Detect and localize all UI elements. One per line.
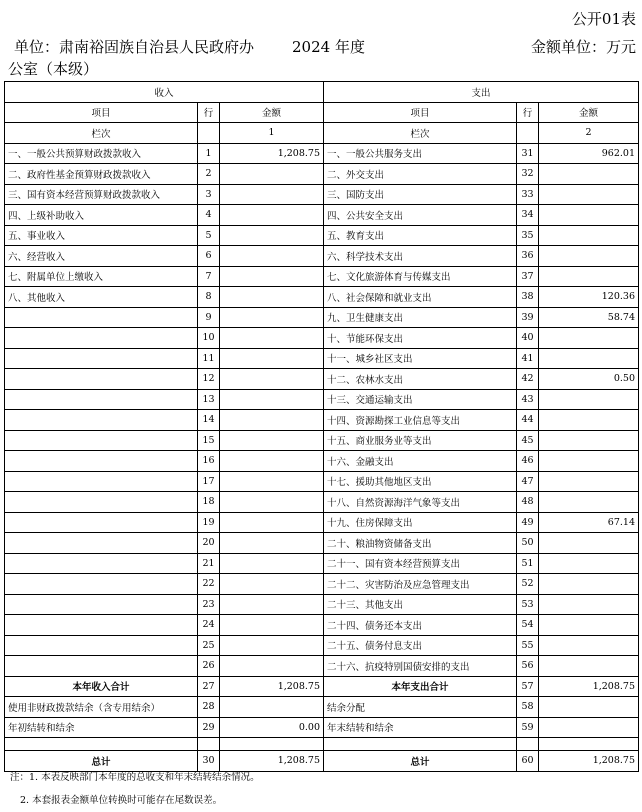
expense-item-cell: 一、一般公共服务支出 bbox=[324, 143, 517, 164]
expense-item-header: 项目 bbox=[324, 102, 517, 123]
expense-row-number: 47 bbox=[517, 471, 539, 492]
income-item-cell bbox=[5, 492, 198, 513]
income-item-cell bbox=[5, 533, 198, 554]
expense-item-cell: 九、卫生健康支出 bbox=[324, 307, 517, 328]
expense-item-cell: 二十四、债务还本支出 bbox=[324, 615, 517, 636]
expense-item-cell: 十三、交通运输支出 bbox=[324, 389, 517, 410]
expense-row-number: 45 bbox=[517, 430, 539, 451]
expense-row-number: 57 bbox=[517, 676, 539, 697]
income-item-cell bbox=[5, 430, 198, 451]
income-amount-cell bbox=[220, 328, 324, 349]
income-amount-header: 金额 bbox=[220, 102, 324, 123]
expense-row-header: 行 bbox=[517, 102, 539, 123]
income-row-number: 26 bbox=[198, 656, 220, 677]
expense-row-number: 40 bbox=[517, 328, 539, 349]
expense-item-cell: 年末结转和结余 bbox=[324, 717, 517, 738]
income-item-cell bbox=[5, 410, 198, 431]
spacer-cell bbox=[5, 738, 198, 751]
income-amount-cell bbox=[220, 246, 324, 267]
fiscal-year: 2024 年度 bbox=[292, 38, 365, 56]
expense-item-cell: 十四、资源勘探工业信息等支出 bbox=[324, 410, 517, 431]
unit-name-line1: 单位：肃南裕固族自治县人民政府办 bbox=[14, 38, 255, 56]
income-amount-cell bbox=[220, 307, 324, 328]
spacer-cell bbox=[324, 738, 517, 751]
income-row-number: 27 bbox=[198, 676, 220, 697]
income-amount-cell: 1,208.75 bbox=[220, 676, 324, 697]
income-amount-cell bbox=[220, 656, 324, 677]
expense-item-cell: 二十五、债务付息支出 bbox=[324, 635, 517, 656]
expense-item-cell: 十二、农林水支出 bbox=[324, 369, 517, 390]
expense-row-number: 58 bbox=[517, 697, 539, 718]
footnote-1: 注：1. 本表反映部门本年度的总收支和年末结转结余情况。 bbox=[10, 772, 260, 783]
expense-row-number: 44 bbox=[517, 410, 539, 431]
table-row bbox=[5, 184, 639, 205]
income-row-number: 29 bbox=[198, 717, 220, 738]
income-item-cell: 七、附属单位上缴收入 bbox=[5, 266, 198, 287]
spacer-cell bbox=[517, 738, 539, 751]
income-column-number: 1 bbox=[220, 123, 324, 144]
column-header-row bbox=[5, 102, 639, 123]
income-item-cell: 三、国有资本经营预算财政拨款收入 bbox=[5, 184, 198, 205]
expense-row-number: 50 bbox=[517, 533, 539, 554]
table-row bbox=[5, 205, 639, 226]
income-row-number: 14 bbox=[198, 410, 220, 431]
table-row bbox=[5, 492, 639, 513]
income-row-number: 15 bbox=[198, 430, 220, 451]
expense-amount-cell: 58.74 bbox=[539, 307, 639, 328]
table-row bbox=[5, 574, 639, 595]
balance-row bbox=[5, 717, 639, 738]
table-row bbox=[5, 307, 639, 328]
expense-item-cell: 四、公共安全支出 bbox=[324, 205, 517, 226]
income-amount-cell bbox=[220, 266, 324, 287]
income-row-number: 12 bbox=[198, 369, 220, 390]
expense-amount-cell bbox=[539, 430, 639, 451]
expense-row-number: 59 bbox=[517, 717, 539, 738]
expense-row-number: 35 bbox=[517, 225, 539, 246]
expense-row-number: 51 bbox=[517, 553, 539, 574]
income-item-cell: 六、经营收入 bbox=[5, 246, 198, 267]
income-row-number: 17 bbox=[198, 471, 220, 492]
spacer-cell bbox=[220, 738, 324, 751]
expense-row-number: 31 bbox=[517, 143, 539, 164]
income-item-cell: 本年收入合计 bbox=[5, 676, 198, 697]
table-row bbox=[5, 287, 639, 308]
income-row-number: 23 bbox=[198, 594, 220, 615]
income-label-blank bbox=[198, 123, 220, 144]
income-row-number: 7 bbox=[198, 266, 220, 287]
income-item-cell: 五、事业收入 bbox=[5, 225, 198, 246]
income-amount-cell: 1,208.75 bbox=[220, 143, 324, 164]
income-amount-cell bbox=[220, 410, 324, 431]
expense-amount-cell bbox=[539, 717, 639, 738]
expense-item-cell: 十、节能环保支出 bbox=[324, 328, 517, 349]
income-amount-cell bbox=[220, 492, 324, 513]
income-row-number: 11 bbox=[198, 348, 220, 369]
expense-item-cell: 二十、粮油物资储备支出 bbox=[324, 533, 517, 554]
table-row bbox=[5, 225, 639, 246]
income-row-number: 24 bbox=[198, 615, 220, 636]
expense-amount-cell bbox=[539, 553, 639, 574]
income-row-number: 25 bbox=[198, 635, 220, 656]
income-expense-table bbox=[4, 81, 639, 772]
spacer-cell bbox=[539, 738, 639, 751]
table-row bbox=[5, 594, 639, 615]
table-row bbox=[5, 451, 639, 472]
expense-row-number: 54 bbox=[517, 615, 539, 636]
expense-row-number: 49 bbox=[517, 512, 539, 533]
expense-row-number: 36 bbox=[517, 246, 539, 267]
unit-name bbox=[8, 36, 255, 80]
expense-amount-cell bbox=[539, 410, 639, 431]
expense-amount-cell: 1,208.75 bbox=[539, 676, 639, 697]
income-label-cell: 栏次 bbox=[5, 123, 198, 144]
balance-row bbox=[5, 697, 639, 718]
unit-name-line2: 公室（本级） bbox=[8, 60, 99, 78]
income-row-number: 4 bbox=[198, 205, 220, 226]
expense-amount-cell bbox=[539, 492, 639, 513]
expense-item-cell: 本年支出合计 bbox=[324, 676, 517, 697]
expense-label-cell: 栏次 bbox=[324, 123, 517, 144]
income-amount-cell: 1,208.75 bbox=[220, 751, 324, 772]
expense-item-cell: 八、社会保障和就业支出 bbox=[324, 287, 517, 308]
table-row bbox=[5, 410, 639, 431]
expense-item-cell: 五、教育支出 bbox=[324, 225, 517, 246]
spacer-cell bbox=[198, 738, 220, 751]
expense-amount-cell bbox=[539, 246, 639, 267]
expense-item-cell: 七、文化旅游体育与传媒支出 bbox=[324, 266, 517, 287]
expense-amount-cell bbox=[539, 184, 639, 205]
income-item-cell bbox=[5, 553, 198, 574]
expense-amount-cell: 1,208.75 bbox=[539, 751, 639, 772]
table-row bbox=[5, 512, 639, 533]
table-row bbox=[5, 430, 639, 451]
table-row bbox=[5, 389, 639, 410]
income-amount-cell bbox=[220, 287, 324, 308]
expense-item-cell: 十六、金融支出 bbox=[324, 451, 517, 472]
income-item-cell: 年初结转和结余 bbox=[5, 717, 198, 738]
income-amount-cell bbox=[220, 594, 324, 615]
income-amount-cell bbox=[220, 635, 324, 656]
income-row-number: 30 bbox=[198, 751, 220, 772]
income-amount-cell bbox=[220, 451, 324, 472]
table-body bbox=[5, 143, 639, 771]
table-row bbox=[5, 348, 639, 369]
income-item-cell: 二、政府性基金预算财政拨款收入 bbox=[5, 164, 198, 185]
expense-item-cell: 六、科学技术支出 bbox=[324, 246, 517, 267]
year-total-row bbox=[5, 676, 639, 697]
expense-amount-cell bbox=[539, 471, 639, 492]
expense-item-cell: 二十六、抗疫特别国债安排的支出 bbox=[324, 656, 517, 677]
table-row bbox=[5, 656, 639, 677]
expense-row-number: 60 bbox=[517, 751, 539, 772]
income-row-number: 10 bbox=[198, 328, 220, 349]
income-amount-cell bbox=[220, 389, 324, 410]
income-item-header: 项目 bbox=[5, 102, 198, 123]
expense-item-cell: 十一、城乡社区支出 bbox=[324, 348, 517, 369]
expense-row-number: 37 bbox=[517, 266, 539, 287]
expense-item-cell: 十五、商业服务业等支出 bbox=[324, 430, 517, 451]
income-item-cell: 八、其他收入 bbox=[5, 287, 198, 308]
expense-label-blank bbox=[517, 123, 539, 144]
expense-row-number: 46 bbox=[517, 451, 539, 472]
expense-amount-cell bbox=[539, 266, 639, 287]
expense-row-number: 43 bbox=[517, 389, 539, 410]
income-item-cell bbox=[5, 594, 198, 615]
income-row-number: 13 bbox=[198, 389, 220, 410]
table-row bbox=[5, 328, 639, 349]
income-item-cell bbox=[5, 656, 198, 677]
income-item-cell bbox=[5, 369, 198, 390]
expense-item-cell: 二十二、灾害防治及应急管理支出 bbox=[324, 574, 517, 595]
income-amount-cell bbox=[220, 512, 324, 533]
income-amount-cell bbox=[220, 205, 324, 226]
table-row bbox=[5, 471, 639, 492]
income-row-header: 行 bbox=[198, 102, 220, 123]
income-item-cell bbox=[5, 451, 198, 472]
expense-item-cell: 十九、住房保障支出 bbox=[324, 512, 517, 533]
income-item-cell bbox=[5, 471, 198, 492]
expense-row-number: 56 bbox=[517, 656, 539, 677]
income-amount-cell bbox=[220, 348, 324, 369]
expense-row-number: 41 bbox=[517, 348, 539, 369]
table-row bbox=[5, 553, 639, 574]
income-amount-cell bbox=[220, 615, 324, 636]
income-amount-cell bbox=[220, 225, 324, 246]
expense-item-cell: 结余分配 bbox=[324, 697, 517, 718]
income-item-cell bbox=[5, 348, 198, 369]
income-item-cell bbox=[5, 635, 198, 656]
expense-amount-cell bbox=[539, 164, 639, 185]
expense-row-number: 55 bbox=[517, 635, 539, 656]
expense-amount-cell bbox=[539, 348, 639, 369]
expense-row-number: 38 bbox=[517, 287, 539, 308]
expense-amount-cell bbox=[539, 656, 639, 677]
table-row bbox=[5, 635, 639, 656]
income-item-cell: 一、一般公共预算财政拨款收入 bbox=[5, 143, 198, 164]
income-item-cell bbox=[5, 512, 198, 533]
table-row bbox=[5, 143, 639, 164]
expense-row-number: 48 bbox=[517, 492, 539, 513]
spacer-row bbox=[5, 738, 639, 751]
expense-amount-cell bbox=[539, 205, 639, 226]
income-item-cell: 使用非财政拨款结余（含专用结余） bbox=[5, 697, 198, 718]
income-row-number: 1 bbox=[198, 143, 220, 164]
income-amount-cell bbox=[220, 164, 324, 185]
expense-amount-cell bbox=[539, 594, 639, 615]
income-amount-cell bbox=[220, 697, 324, 718]
table-row bbox=[5, 164, 639, 185]
income-amount-cell bbox=[220, 533, 324, 554]
table-row bbox=[5, 533, 639, 554]
expense-amount-cell bbox=[539, 635, 639, 656]
expense-amount-cell: 67.14 bbox=[539, 512, 639, 533]
expense-item-cell: 十七、援助其他地区支出 bbox=[324, 471, 517, 492]
table-row bbox=[5, 369, 639, 390]
expense-item-cell: 二、外交支出 bbox=[324, 164, 517, 185]
expense-amount-cell: 0.50 bbox=[539, 369, 639, 390]
income-row-number: 5 bbox=[198, 225, 220, 246]
expense-row-number: 33 bbox=[517, 184, 539, 205]
expense-item-cell: 二十三、其他支出 bbox=[324, 594, 517, 615]
expense-item-cell: 十八、自然资源海洋气象等支出 bbox=[324, 492, 517, 513]
expense-amount-cell: 120.36 bbox=[539, 287, 639, 308]
income-row-number: 28 bbox=[198, 697, 220, 718]
income-amount-cell: 0.00 bbox=[220, 717, 324, 738]
income-row-number: 16 bbox=[198, 451, 220, 472]
expense-amount-cell bbox=[539, 389, 639, 410]
income-row-number: 6 bbox=[198, 246, 220, 267]
income-group-header: 收入 bbox=[5, 82, 324, 103]
expense-row-number: 52 bbox=[517, 574, 539, 595]
expense-group-header: 支出 bbox=[324, 82, 639, 103]
footnote-2: 2. 本套报表金额单位转换时可能存在尾数误差。 bbox=[20, 795, 223, 806]
income-row-number: 19 bbox=[198, 512, 220, 533]
income-amount-cell bbox=[220, 430, 324, 451]
money-unit: 金额单位：万元 bbox=[530, 38, 636, 56]
income-row-number: 8 bbox=[198, 287, 220, 308]
expense-column-number: 2 bbox=[539, 123, 639, 144]
income-amount-cell bbox=[220, 369, 324, 390]
expense-amount-cell bbox=[539, 225, 639, 246]
expense-row-number: 42 bbox=[517, 369, 539, 390]
income-row-number: 3 bbox=[198, 184, 220, 205]
income-item-cell: 总计 bbox=[5, 751, 198, 772]
income-row-number: 18 bbox=[198, 492, 220, 513]
expense-row-number: 53 bbox=[517, 594, 539, 615]
income-amount-cell bbox=[220, 574, 324, 595]
footnotes bbox=[10, 766, 260, 812]
expense-row-number: 34 bbox=[517, 205, 539, 226]
income-item-cell bbox=[5, 328, 198, 349]
income-row-number: 21 bbox=[198, 553, 220, 574]
expense-amount-cell bbox=[539, 328, 639, 349]
expense-item-cell: 总计 bbox=[324, 751, 517, 772]
income-amount-cell bbox=[220, 184, 324, 205]
income-amount-cell bbox=[220, 553, 324, 574]
expense-amount-cell: 962.01 bbox=[539, 143, 639, 164]
table-row bbox=[5, 266, 639, 287]
income-item-cell bbox=[5, 615, 198, 636]
income-item-cell bbox=[5, 574, 198, 595]
income-item-cell bbox=[5, 389, 198, 410]
expense-item-cell: 二十一、国有资本经营预算支出 bbox=[324, 553, 517, 574]
expense-amount-cell bbox=[539, 451, 639, 472]
income-item-cell bbox=[5, 307, 198, 328]
expense-row-number: 39 bbox=[517, 307, 539, 328]
income-row-number: 20 bbox=[198, 533, 220, 554]
income-item-cell: 四、上级补助收入 bbox=[5, 205, 198, 226]
expense-amount-cell bbox=[539, 615, 639, 636]
expense-amount-cell bbox=[539, 697, 639, 718]
group-header-row bbox=[5, 82, 639, 103]
expense-item-cell: 三、国防支出 bbox=[324, 184, 517, 205]
income-amount-cell bbox=[220, 471, 324, 492]
income-row-number: 9 bbox=[198, 307, 220, 328]
expense-amount-cell bbox=[539, 574, 639, 595]
expense-row-number: 32 bbox=[517, 164, 539, 185]
table-row bbox=[5, 246, 639, 267]
expense-amount-header: 金额 bbox=[539, 102, 639, 123]
table-row bbox=[5, 615, 639, 636]
column-number-row bbox=[5, 123, 639, 144]
income-row-number: 22 bbox=[198, 574, 220, 595]
income-row-number: 2 bbox=[198, 164, 220, 185]
expense-amount-cell bbox=[539, 533, 639, 554]
form-number: 公开01表 bbox=[571, 10, 636, 28]
